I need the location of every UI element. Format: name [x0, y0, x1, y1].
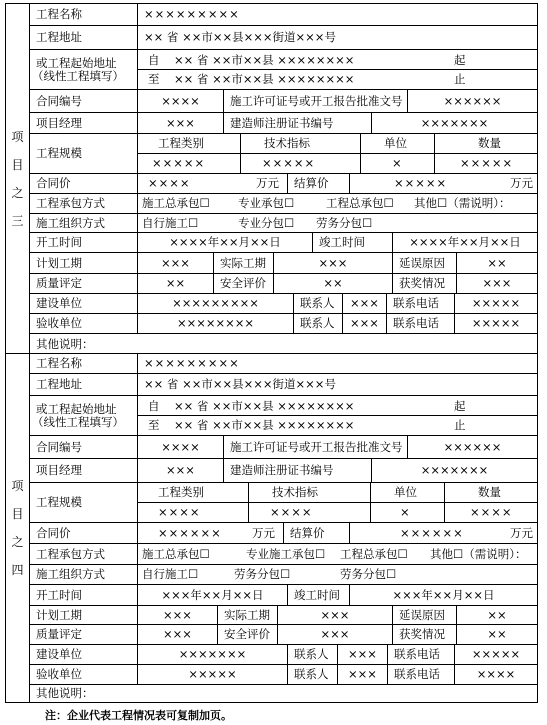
row-project-manager [30, 113, 537, 134]
certificate-number-label: 建造师注册证书编号 [223, 113, 371, 133]
mode-option-epc[interactable]: 工程总承包☐ [326, 196, 394, 210]
section-label-char: 目 [11, 157, 24, 172]
section-label-char: 之 [11, 535, 24, 549]
delay-reason-label: 延误原因 [392, 606, 456, 624]
project-manager-value: ××× [137, 113, 223, 133]
planned-duration-label: 计划工期 [36, 607, 82, 622]
start-prefix: 自 [148, 399, 160, 413]
project-name-label: 工程名称 [36, 356, 82, 370]
project-name-value: ××××××××× [137, 4, 537, 25]
acceptance-unit-label: 验收单位 [36, 316, 82, 330]
completion-date-label: 竣工时间 [312, 233, 392, 252]
section-label-char: 目 [11, 507, 24, 521]
permit-number-value: ×××××× [407, 90, 537, 112]
scale-header-quantity: 数量 [478, 485, 501, 499]
settlement-price-unit: 万元 [510, 176, 533, 190]
acceptance-unit-value: ×××××××× [137, 314, 293, 333]
contract-price-label: 合同价 [36, 176, 71, 190]
actual-duration-value: ××× [273, 253, 392, 273]
project-address-value: ×× 省 ××市××县×××街道×××号 [137, 26, 537, 49]
end-prefix: 至 [148, 71, 160, 86]
mode-option-general[interactable]: 施工总承包☐ [142, 196, 210, 210]
scale-value-category: ×××× [158, 504, 201, 519]
planned-duration-value: ××× [137, 606, 217, 624]
start-address [138, 50, 537, 70]
start-date-value: ××××年××月××日 [137, 233, 312, 252]
builder-contact-value: ××× [337, 645, 387, 664]
contract-price-value: ×××××× [158, 525, 222, 540]
row-quality [30, 625, 537, 645]
org-option-self[interactable]: 自行施工☐ [142, 567, 199, 581]
org-option-labor[interactable]: 劳务分包☐ [340, 567, 397, 581]
row-start-end-address [30, 50, 537, 90]
section-label-char: 之 [11, 185, 24, 200]
settlement-price-label: 结算价 [287, 174, 349, 193]
scale-header-category: 工程类别 [158, 136, 204, 150]
builder-phone-label: 联系电话 [386, 294, 454, 313]
start-end-address-values [137, 396, 537, 435]
contract-mode-label: 工程承包方式 [36, 196, 105, 210]
organization-mode-options [137, 565, 537, 584]
scale-value-indicator: ×××× [270, 504, 313, 519]
acceptance-unit-label: 验收单位 [36, 667, 82, 681]
end-address [138, 70, 537, 90]
settlement-price-unit: 万元 [510, 525, 533, 540]
row-start-end-address [30, 396, 537, 436]
row-project-manager [30, 459, 537, 483]
planned-duration-label: 计划工期 [36, 255, 82, 270]
footnote: 注：企业代表工程情况表可复制加页。 [45, 709, 232, 722]
section-label [6, 354, 30, 702]
builder-unit-label: 建设单位 [36, 296, 82, 310]
settlement-price-value: ×××××× [400, 525, 464, 540]
completion-date-value: ×××年××月××日 [349, 585, 537, 605]
awards-label: 获奖情况 [392, 625, 456, 644]
builder-contact-value: ××× [342, 294, 386, 313]
delay-reason-value: ×× [456, 253, 537, 273]
end-address-value: ×× 省 ××市××县 ×××××××× [174, 417, 355, 432]
row-acceptance [30, 665, 537, 685]
delay-reason-value: ×× [456, 606, 537, 624]
completion-date-value: ××××年××月××日 [392, 233, 537, 252]
row-dates [30, 233, 537, 253]
contract-number-value: ×××× [137, 436, 223, 458]
start-address [138, 396, 537, 416]
start-end-label-line2: （线性工程填写） [32, 68, 124, 83]
contract-mode-options [137, 544, 537, 564]
permit-number-value: ×××××× [407, 436, 537, 458]
quality-rating-label: 质量评定 [36, 276, 82, 290]
contract-price-value: ×××× [148, 176, 191, 190]
scale-value-category: ××××× [152, 155, 206, 170]
awards-label: 获奖情况 [392, 274, 456, 293]
contract-price-unit: 万元 [252, 525, 275, 540]
contract-number-label: 合同编号 [36, 439, 82, 454]
permit-number-label: 施工许可证号或开工报告批准文号 [223, 90, 407, 112]
scale-value-row [138, 154, 537, 174]
settlement-price-label: 结算价 [283, 523, 349, 543]
row-contract-mode [30, 544, 537, 565]
quality-rating-label: 质量评定 [36, 627, 82, 641]
mode-option-professional[interactable]: 专业承包☐ [238, 196, 295, 210]
end-suffix: 止 [454, 71, 466, 86]
quality-rating-value: ××× [137, 625, 217, 644]
row-dates [30, 585, 537, 606]
start-address-value: ×× 省 ××市××县 ×××××××× [174, 399, 355, 413]
scale-divider [240, 134, 241, 173]
scale-value-unit: × [392, 155, 403, 170]
delay-reason-label: 延误原因 [392, 253, 456, 273]
start-suffix: 起 [454, 399, 466, 413]
end-address-value: ×× 省 ××市××县 ×××××××× [174, 71, 355, 86]
start-end-address-values [137, 50, 537, 89]
row-duration [30, 253, 537, 274]
project-section-3 [5, 3, 538, 354]
contract-number-value: ×××× [137, 90, 223, 112]
project-address-label: 工程地址 [36, 30, 82, 44]
actual-duration-label: 实际工期 [217, 606, 277, 624]
row-contract [30, 436, 537, 459]
project-scale-label: 工程规模 [36, 146, 82, 160]
builder-contact-label: 联系人 [293, 294, 342, 313]
contract-price-label: 合同价 [36, 525, 71, 540]
row-project-address [30, 374, 537, 396]
acceptance-phone-label: 联系电话 [387, 665, 454, 684]
planned-duration-value: ××× [137, 253, 213, 273]
section-label-char: 三 [11, 213, 24, 228]
scale-header-unit: 单位 [394, 485, 417, 499]
project-manager-label: 项目经理 [36, 463, 82, 477]
organization-mode-options [137, 214, 537, 232]
row-other-notes [30, 685, 537, 702]
project-name-label: 工程名称 [36, 7, 82, 21]
safety-rating-label: 安全评价 [217, 625, 277, 644]
scale-value-row [138, 503, 537, 523]
safety-rating-value: ××× [277, 625, 392, 644]
project-name-value: ××××××××× [137, 354, 537, 373]
end-suffix: 止 [454, 417, 466, 432]
actual-duration-value: ××× [277, 606, 392, 624]
safety-rating-label: 安全评价 [213, 274, 273, 293]
row-contract-mode [30, 194, 537, 214]
mode-option-other[interactable]: 其他☐（需说明）： [430, 546, 527, 561]
builder-unit-label: 建设单位 [36, 647, 82, 661]
project-manager-value: ××× [137, 459, 223, 482]
start-suffix: 起 [454, 53, 466, 67]
start-end-label-line2: （线性工程填写） [32, 414, 124, 429]
scale-value-quantity: ××××× [460, 155, 514, 170]
section-label-char: 四 [11, 563, 24, 577]
row-project-scale [30, 483, 537, 523]
row-builder [30, 294, 537, 314]
contract-price-cell [137, 523, 283, 543]
start-end-address-label [30, 50, 137, 89]
builder-phone-value: ××××× [454, 645, 537, 664]
other-notes-label: 其他说明： [36, 686, 94, 700]
project-scale-label: 工程规模 [36, 495, 82, 509]
scale-value-unit: × [400, 504, 411, 519]
certificate-number-value: ××××××× [371, 113, 537, 133]
scale-header-unit: 单位 [384, 136, 407, 150]
builder-phone-label: 联系电话 [387, 645, 454, 664]
row-project-scale [30, 134, 537, 174]
scale-header-indicator: 技术指标 [272, 485, 318, 499]
acceptance-contact-label: 联系人 [287, 665, 337, 684]
organization-mode-label: 施工组织方式 [36, 215, 105, 230]
awards-value: ×× [456, 625, 537, 644]
builder-phone-value: ××××× [454, 294, 537, 313]
awards-value: ××× [456, 274, 537, 293]
safety-rating-value: ×× [273, 274, 392, 293]
start-end-label-line1: 或工程起始地址 [36, 401, 117, 416]
contract-price-unit: 万元 [256, 176, 279, 190]
mode-option-general[interactable]: 施工总承包☐ [142, 546, 210, 561]
contract-price-cell [137, 174, 287, 193]
section-label [6, 4, 30, 353]
row-project-name [30, 354, 537, 374]
mode-option-professional[interactable]: 专业施工承包☐ [246, 546, 326, 561]
builder-unit-value: ××××××××× [137, 294, 293, 313]
acceptance-unit-value: ××××× [137, 665, 287, 684]
certificate-number-value: ××××××× [371, 459, 537, 482]
project-manager-label: 项目经理 [36, 115, 82, 130]
row-price [30, 523, 537, 544]
settlement-price-cell [349, 523, 537, 543]
mode-option-other[interactable]: 其他☐（需说明）： [414, 196, 511, 210]
row-organization-mode [30, 565, 537, 585]
scale-divider [370, 483, 371, 522]
settlement-price-cell [349, 174, 537, 193]
acceptance-contact-value: ××× [337, 665, 387, 684]
project-address-value: ×× 省 ××市××县×××街道×××号 [137, 374, 537, 395]
scale-header-row [138, 483, 537, 503]
start-date-value: ×××年××月××日 [137, 585, 287, 605]
start-end-address-label [30, 396, 137, 435]
builder-unit-value: ××××××× [137, 645, 287, 664]
scale-header-indicator: 技术指标 [264, 136, 310, 150]
project-scale-grid [137, 134, 537, 173]
scale-header-quantity: 数量 [478, 136, 501, 150]
row-contract [30, 90, 537, 113]
row-other-notes [30, 334, 537, 354]
permit-number-label: 施工许可证号或开工报告批准文号 [223, 436, 407, 458]
scale-value-quantity: ×××× [470, 504, 513, 519]
row-project-address [30, 26, 537, 50]
scale-divider [248, 483, 249, 522]
quality-rating-value: ×× [137, 274, 213, 293]
row-project-name [30, 4, 537, 26]
section-label-char: 项 [11, 479, 24, 493]
row-organization-mode [30, 214, 537, 233]
completion-date-label: 竣工时间 [287, 585, 349, 605]
acceptance-contact-value: ××× [342, 314, 386, 333]
project-address-label: 工程地址 [36, 377, 82, 391]
project-record-form [5, 3, 538, 703]
row-quality [30, 274, 537, 294]
start-date-label: 开工时间 [36, 235, 82, 249]
contract-mode-label: 工程承包方式 [36, 546, 105, 561]
row-acceptance [30, 314, 537, 334]
acceptance-phone-label: 联系电话 [386, 314, 454, 333]
row-duration [30, 606, 537, 625]
end-prefix: 至 [148, 417, 160, 432]
contract-number-label: 合同编号 [36, 93, 82, 108]
acceptance-phone-value: ×××× [454, 665, 537, 684]
acceptance-phone-value: ××××× [454, 314, 537, 333]
start-date-label: 开工时间 [36, 587, 82, 602]
start-end-label-line1: 或工程起始地址 [36, 55, 117, 70]
scale-header-category: 工程类别 [158, 485, 204, 499]
org-option-subcontract[interactable]: 劳务分包☐ [234, 567, 291, 581]
org-option-labor[interactable]: 劳务分包☐ [316, 215, 373, 230]
start-prefix: 自 [148, 53, 160, 67]
end-address [138, 416, 537, 436]
project-section-4 [5, 354, 538, 703]
mode-option-epc[interactable]: 工程总承包☐ [340, 546, 408, 561]
scale-value-indicator: ××××× [262, 155, 316, 170]
organization-mode-label: 施工组织方式 [36, 567, 105, 581]
start-address-value: ×× 省 ××市××县 ×××××××× [174, 53, 355, 67]
contract-mode-options [137, 194, 537, 213]
section-label-char: 项 [11, 129, 24, 144]
project-scale-grid [137, 483, 537, 522]
other-notes-label: 其他说明： [36, 336, 94, 351]
org-option-self[interactable]: 自行施工☐ [142, 215, 199, 230]
settlement-price-value: ××××× [394, 176, 448, 190]
org-option-subcontract[interactable]: 专业分包☐ [238, 215, 295, 230]
scale-divider [444, 483, 445, 522]
builder-contact-label: 联系人 [287, 645, 337, 664]
certificate-number-label: 建造师注册证书编号 [223, 459, 371, 482]
row-price [30, 174, 537, 194]
scale-divider [434, 134, 435, 173]
actual-duration-label: 实际工期 [213, 253, 273, 273]
row-builder [30, 645, 537, 665]
scale-divider [360, 134, 361, 173]
acceptance-contact-label: 联系人 [293, 314, 342, 333]
scale-header-row [138, 134, 537, 154]
